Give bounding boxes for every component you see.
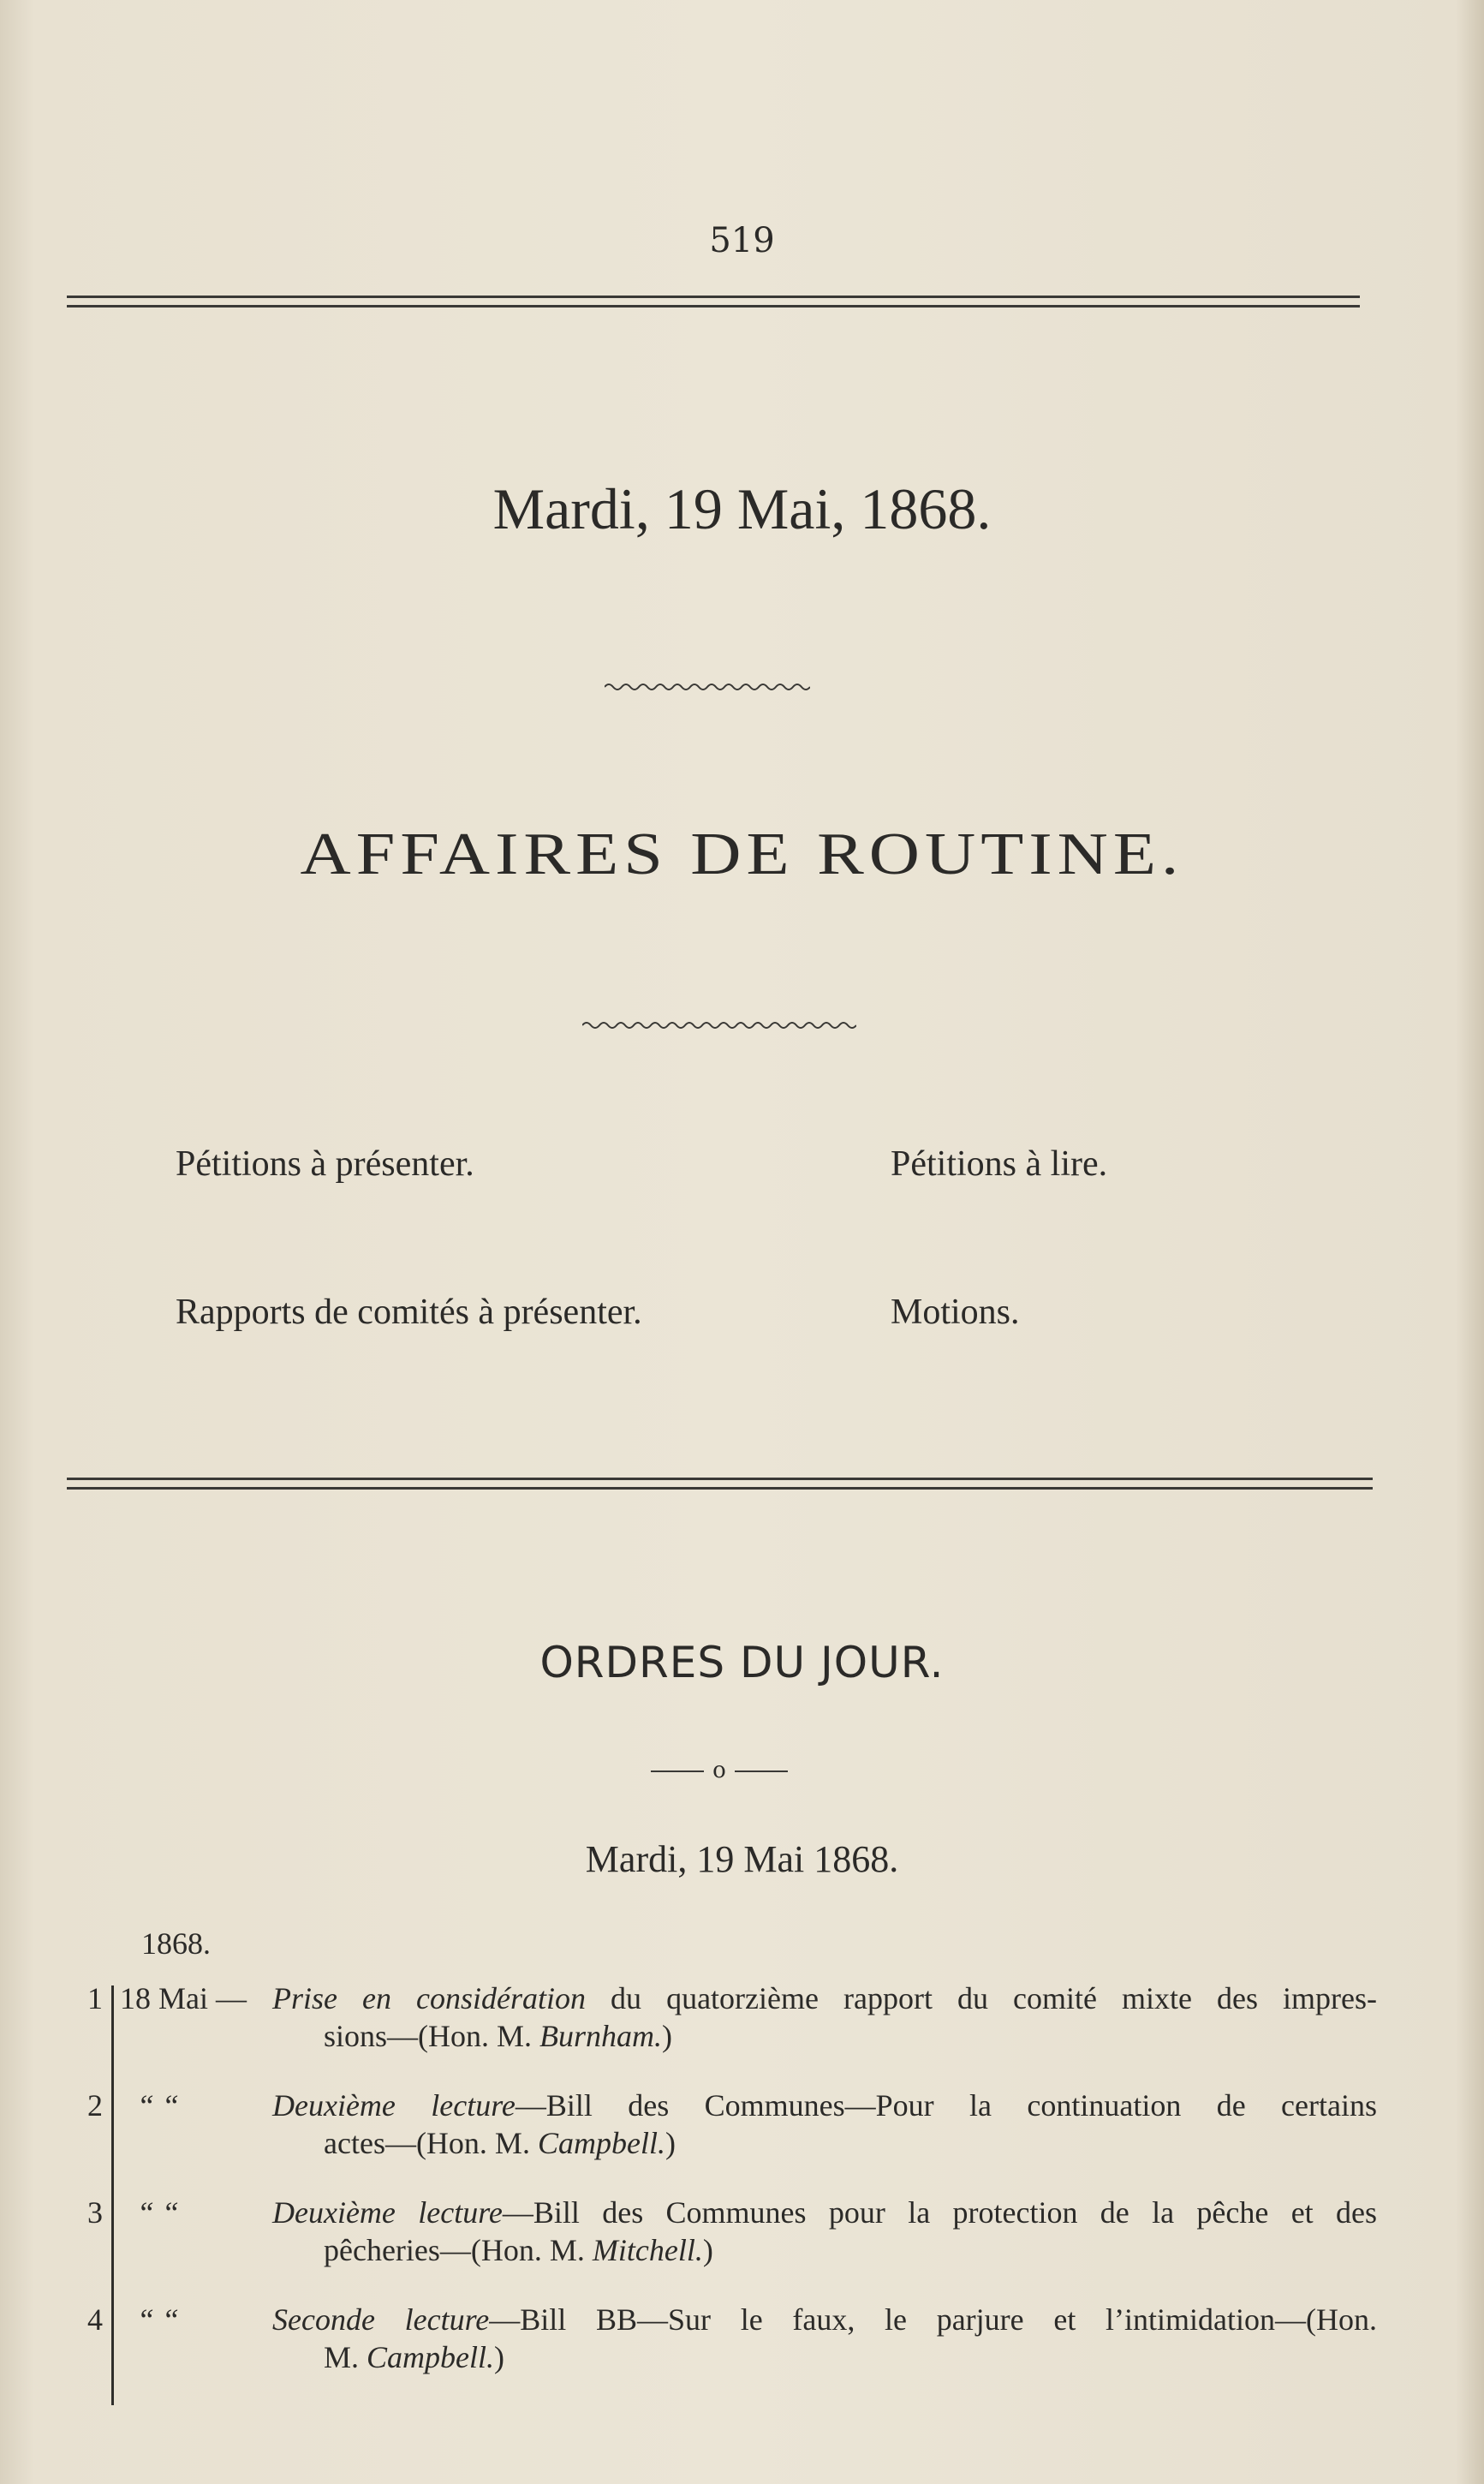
order-description: —Bill des Communes pour la protection de la pêche et des <box>502 2195 1377 2230</box>
order-line-2 <box>324 2125 1377 2161</box>
order-date-ditto: “ “ <box>137 2195 180 2230</box>
order-stage: Prise en considération <box>272 1981 587 2015</box>
wavy-ornament-2 <box>582 1020 856 1030</box>
order-sponsor: Mitchell. <box>592 2233 703 2267</box>
routine-petitions-present: Pétitions à présenter. <box>176 1144 474 1184</box>
order-sponsor-suffix: ) <box>494 2340 505 2374</box>
section-title: AFFAIRES DE ROUTINE. <box>300 820 1184 887</box>
order-stage: Deuxième lecture <box>272 2195 503 2230</box>
order-line-1 <box>272 2087 1377 2123</box>
order-line-1 <box>272 2194 1377 2230</box>
order-number: 4 <box>87 2302 103 2337</box>
order-line-1 <box>272 1980 1377 2016</box>
orders-date: Mardi, 19 Mai 1868. <box>585 1838 899 1880</box>
separator-glyph: o <box>712 1758 726 1783</box>
order-description: —Bill des Communes—Pour la continuation de certains <box>515 2088 1377 2123</box>
order-description: —Bill BB—Sur le faux, le parjure et l’intimidation—(Hon. <box>489 2302 1377 2337</box>
order-number: 2 <box>87 2088 103 2123</box>
middle-double-rule <box>67 1478 1373 1490</box>
order-line-2 <box>324 2232 1377 2268</box>
order-stage: Seconde lecture <box>272 2302 490 2337</box>
margin-vertical-rule <box>111 1985 114 2405</box>
order-date: 18 Mai — <box>120 1981 247 2015</box>
order-date-ditto: “ “ <box>137 2302 180 2337</box>
routine-committee-reports: Rapports de comités à présenter. <box>176 1293 642 1332</box>
routine-petitions-read: Pétitions à lire. <box>891 1144 1108 1184</box>
order-sponsor-suffix: ) <box>665 2126 676 2160</box>
date-heading: Mardi, 19 Mai, 1868. <box>492 476 992 541</box>
order-sponsor-suffix: ) <box>662 2019 673 2053</box>
order-sponsor: Campbell. <box>367 2340 495 2374</box>
order-number: 3 <box>87 2195 103 2230</box>
order-line-1 <box>272 2302 1377 2338</box>
order-stage: Deuxième lecture <box>272 2088 516 2123</box>
order-line-2 <box>324 2339 1377 2375</box>
order-number: 1 <box>87 1981 103 2015</box>
order-date-ditto: “ “ <box>137 2088 180 2123</box>
orders-title: ORDRES DU JOUR. <box>539 1638 945 1687</box>
order-sponsor-prefix: pêcheries—(Hon. M. <box>324 2233 593 2267</box>
order-description: du quatorzième rapport du comité mixte des impres- <box>586 1981 1377 2015</box>
page-number: 519 <box>709 221 775 260</box>
order-sponsor-suffix: ) <box>702 2233 713 2267</box>
order-sponsor-prefix: actes—(Hon. M. <box>324 2126 538 2160</box>
order-sponsor: Campbell. <box>537 2126 665 2160</box>
top-double-rule <box>67 296 1360 308</box>
year-label: 1868. <box>141 1926 211 1961</box>
wavy-ornament-1 <box>605 682 810 692</box>
routine-motions: Motions. <box>891 1293 1020 1332</box>
order-line-2 <box>324 2018 1377 2054</box>
order-sponsor-prefix: M. <box>324 2340 367 2374</box>
order-sponsor-prefix: sions—(Hon. M. <box>324 2019 540 2053</box>
circle-separator <box>651 1758 788 1783</box>
order-sponsor: Burnham. <box>539 2019 663 2053</box>
